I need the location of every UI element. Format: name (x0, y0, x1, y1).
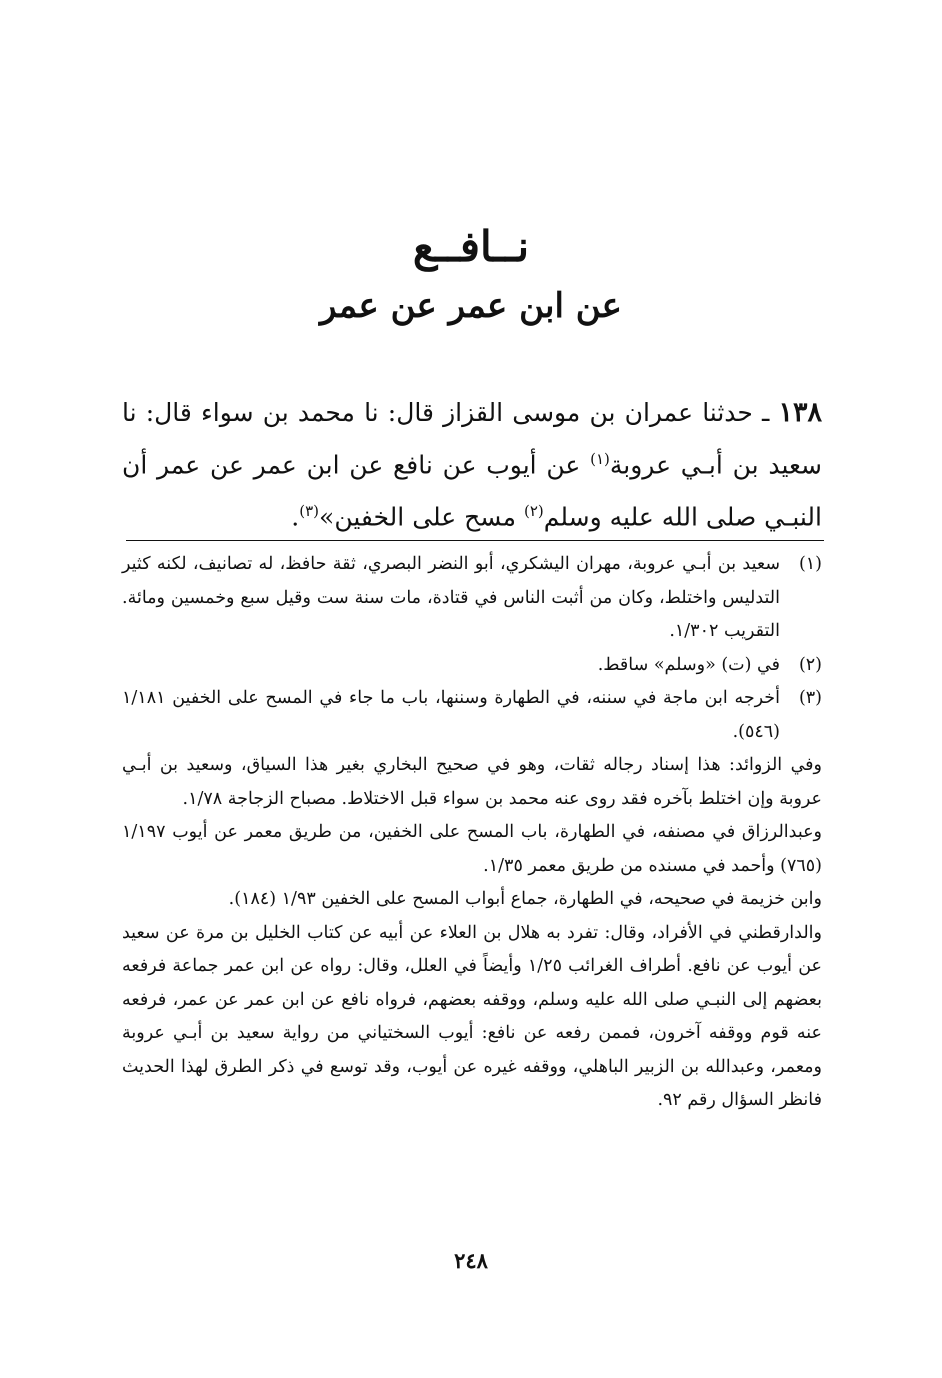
footnote-ref: (٣) (299, 502, 320, 521)
footnote-paragraph: وفي الزوائد: هذا إسناد رجاله ثقات، وهو في صحيح البخاري بغير هذا السياق، وسعيد بن أبـي عروبة وإن اختلط بآخره فقد روى عنه محمد بن سواء قبل الاختلاط. مصباح الزجاجة ١/٧٨. (122, 755, 822, 809)
footnotes-section (122, 548, 822, 1118)
footnote-marker: (١) (798, 554, 822, 574)
footnote-text: في (ت) «وسلم» ساقط. (597, 654, 780, 675)
footnote-ref: (١) (590, 450, 610, 468)
hadith-segment: عن أيوب عن نافع عن ابن عمر عن عمر أن النبـي صلى الله عليه وسلم (122, 450, 822, 532)
footnote-1 (122, 548, 822, 649)
chapter-subtitle: عن ابن عمر عن عمر (320, 286, 622, 326)
footnote-paragraph: والدارقطني في الأفراد، وقال: تفرد به هلال بن العلاء عن أبيه عن كتاب الخليل بن مرة عن سعيد عن أيوب عن نافع. أطراف الغرائب ١/٢٥ وأيضاً في العلل، وقال: رواه عن ابن عمر جماعة فرفعه بعضهم إلى النبـي صلى الله عليه وسلم، ووقفه بعضهم، فرواه نافع عن ابن عمر عن عمر، فرفعه عنه قوم ووقفه آخرون، فممن رفعه عن نافع: أيوب السختياني من رواية سعيد بن أبـي عروبة ومعمر، وعبدالله بن الزبير الباهلي، ووقفه غيره عن أيوب، وقد توسع في ذكر الطرق لهذا الحديث فانظر السؤال رقم ٩٢. (122, 922, 822, 1110)
footnote-3 (122, 682, 822, 749)
footnote-divider (126, 540, 824, 541)
hadith-segment: ـ حدثنا عمران بن موسى القزاز قال: نا محمد بن سواء قال: نا سعيد بن أبـي عروبة (122, 398, 822, 480)
hadith-segment: مسح على الخفين» (319, 502, 524, 532)
footnote-2 (122, 649, 822, 683)
chapter-title: نــافــع (412, 222, 530, 271)
footnote-marker: (٣) (798, 688, 822, 708)
footnote-paragraph: وعبدالرزاق في مصنفه، في الطهارة، باب المسح على الخفين، من طريق معمر عن أيوب ١/١٩٧ (٧٦٥) وأحمد في مسنده من طريق معمر ١/٣٥. (122, 822, 822, 876)
footnote-text: أخرجه ابن ماجة في سننه، في الطهارة وسننها، باب ما جاء في المسح على الخفين ١/١٨١ (٥٤٦). (122, 688, 780, 742)
hadith-segment: . (291, 502, 300, 532)
hadith-text (122, 390, 822, 541)
page-number: ٢٤٨ (454, 1248, 488, 1273)
footnote-text: سعيد بن أبـي عروبة، مهران اليشكري، أبو النضر البصري، ثقة حافظ، له تصانيف، لكنه كثير التدليس واختلط، وكان من أثبت الناس في قتادة، مات سنة ست وقيل سبع وخمسين ومائة. التقريب ١/٣٠٢. (122, 554, 780, 641)
footnote-paragraph: وابن خزيمة في صحيحه، في الطهارة، جماع أبواب المسح على الخفين ١/٩٣ (١٨٤). (228, 889, 822, 909)
footnote-marker: (٢) (798, 654, 822, 675)
footnote-ref: (٢) (523, 502, 544, 521)
hadith-number: ١٣٨ (778, 397, 822, 428)
